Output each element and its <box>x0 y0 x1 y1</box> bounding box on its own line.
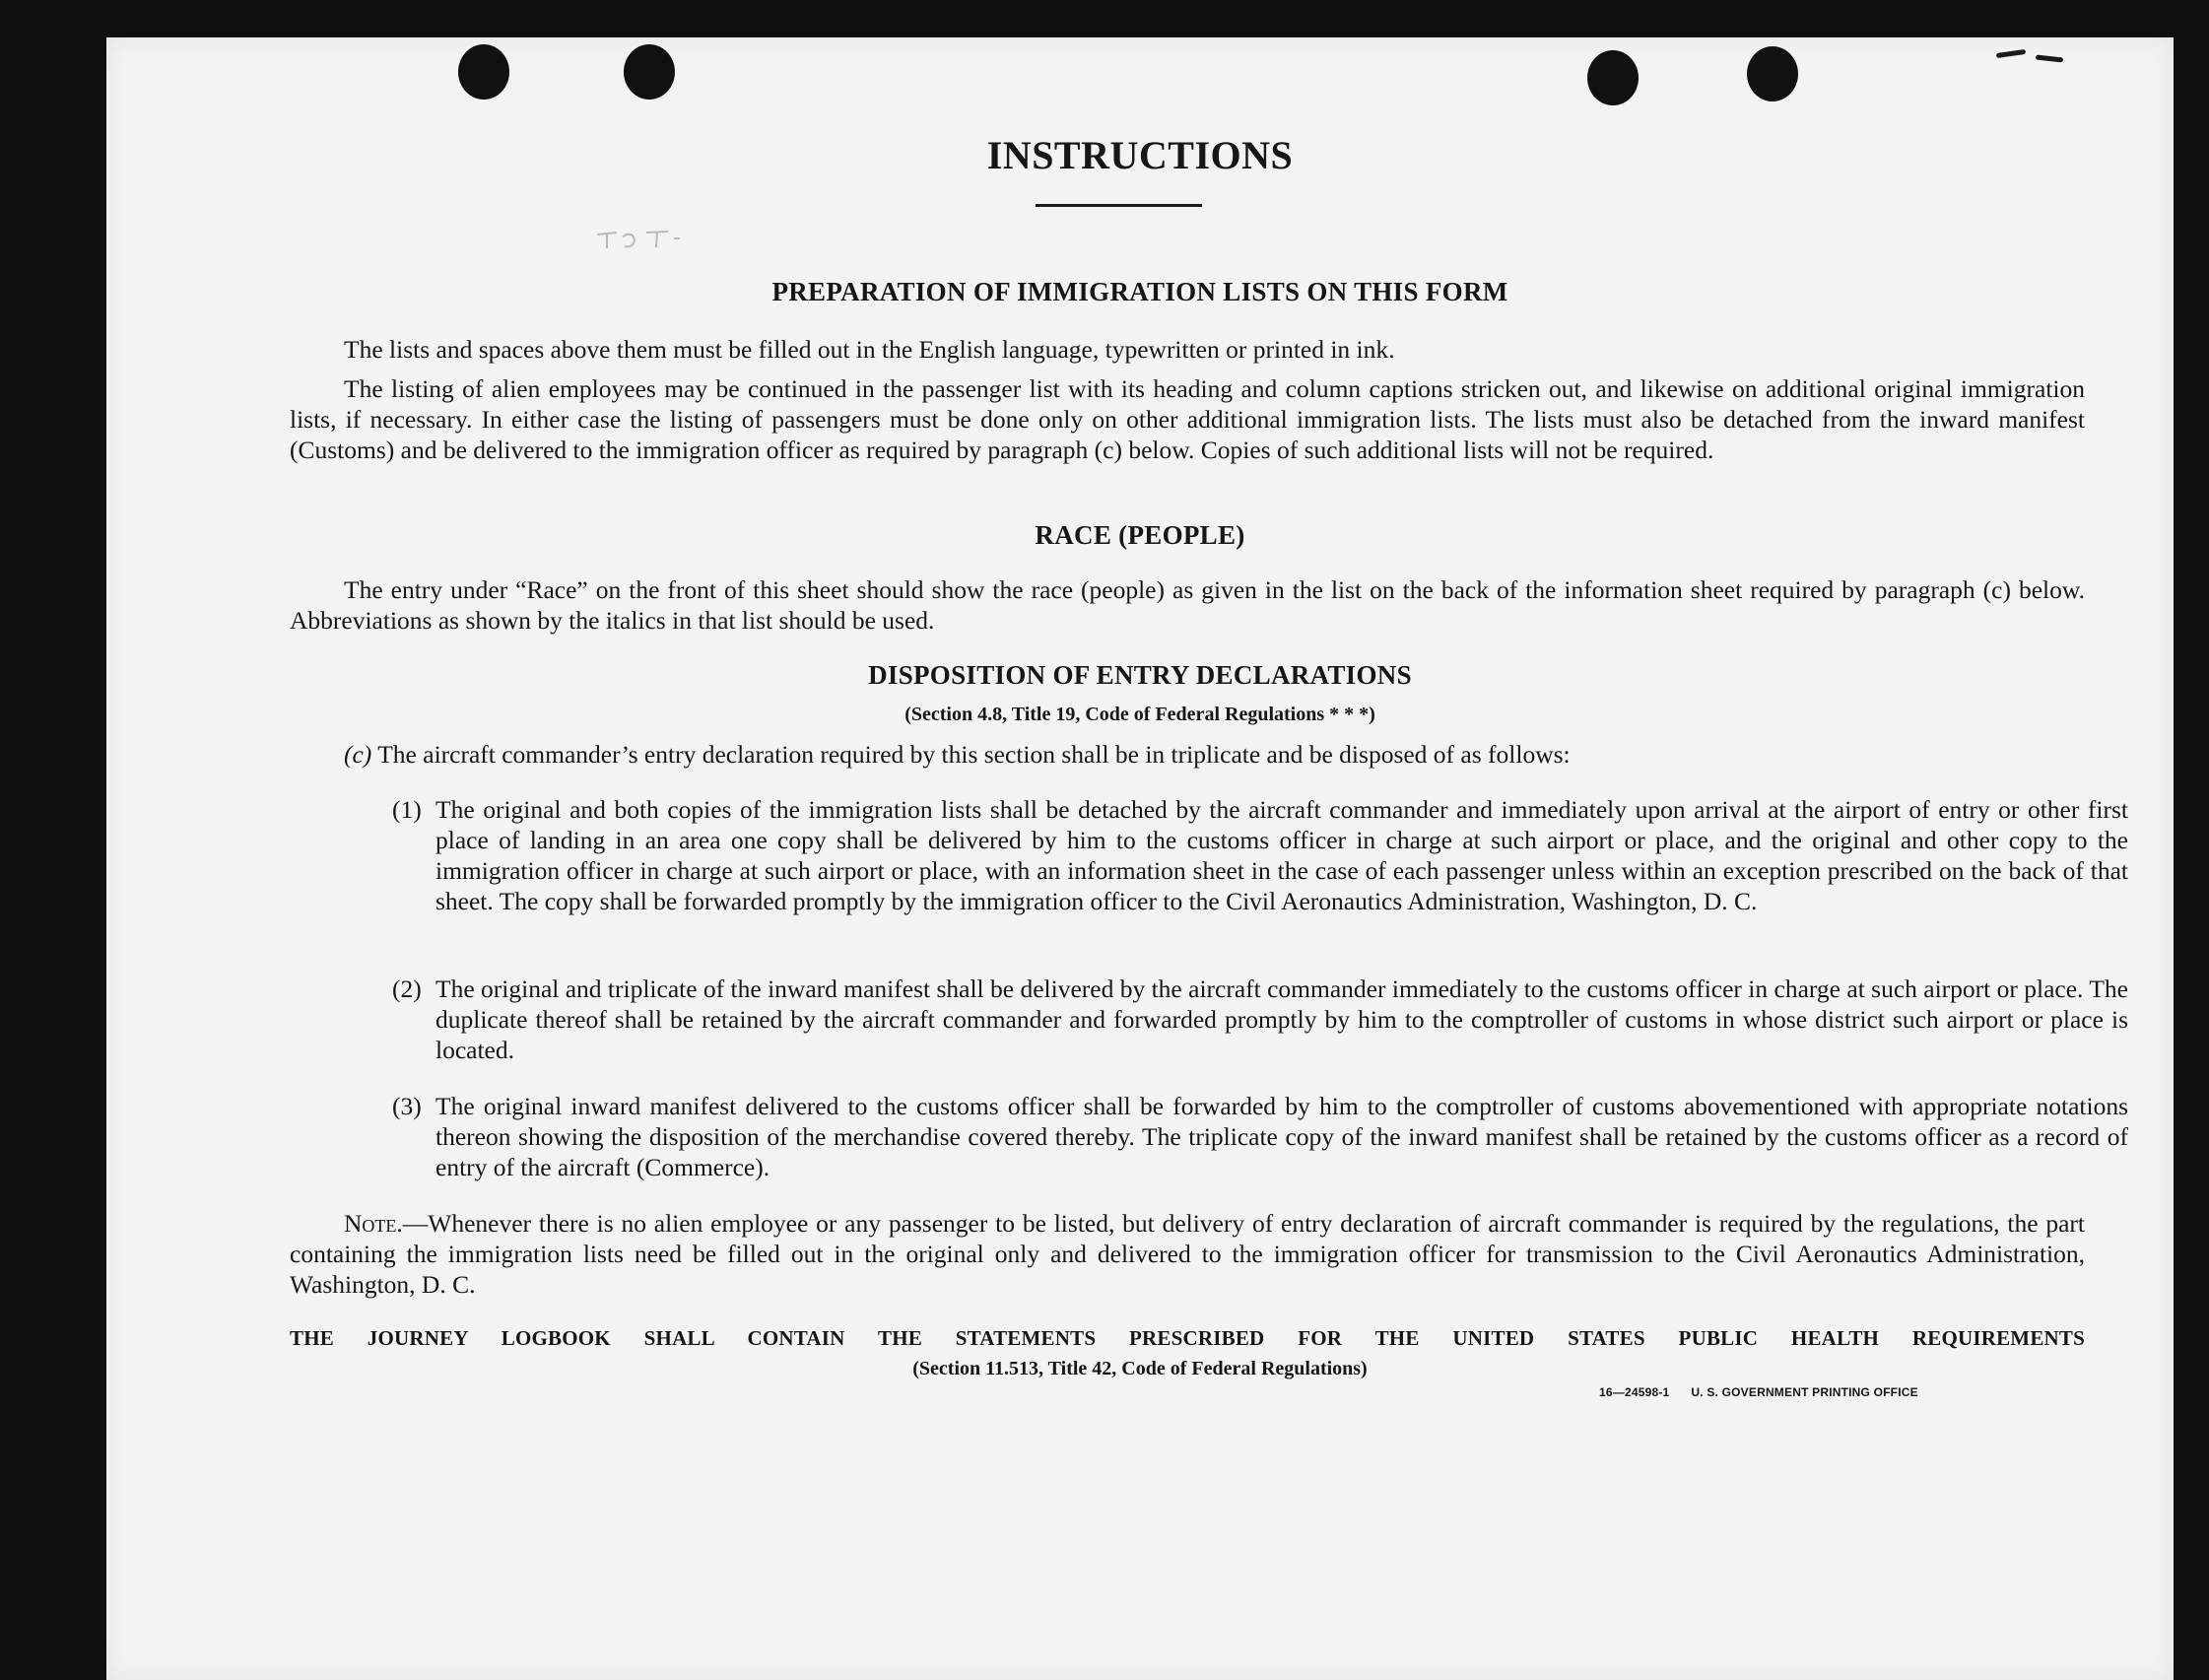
logbook-subheading: (Section 11.513, Title 42, Code of Federal Regulations) <box>912 1358 1368 1379</box>
printer-name: U. S. GOVERNMENT PRINTING OFFICE <box>1691 1385 1918 1399</box>
instructions-document <box>106 37 2174 1680</box>
preparation-paragraph-1: The lists and spaces above them must be filled out in the English language, typewritten or printed in ink. <box>344 335 1395 364</box>
disposition-subheading: (Section 4.8, Title 19, Code of Federal Regulations * * *) <box>904 704 1375 725</box>
form-number: 16—24598-1 <box>1599 1385 1670 1399</box>
item-number: (2) <box>392 974 422 1003</box>
paper-sheet <box>106 37 2174 1680</box>
item-text: The original and triplicate of the inward manifest shall be delivered by the aircraft commander immediately to the customs officer in charge at such airport or place. The duplicate thereof shall be retained by the aircraft commander and forwarded promptly by him to the comptroller of customs in whose district such airport or place is located. <box>435 974 2128 1064</box>
printer-imprint <box>1599 1385 1940 1399</box>
item-number: (3) <box>392 1092 422 1120</box>
lead-label: (c) <box>344 740 372 769</box>
logbook-statement: THE JOURNEY LOGBOOK SHALL CONTAIN THE STATEMENTS PRESCRIBED FOR THE UNITED STATES PUBLIC HEALTH REQUIREMENTS <box>290 1326 2085 1350</box>
disposition-lead <box>344 739 2085 770</box>
title-rule <box>1036 204 1202 207</box>
item-text: The original inward manifest delivered to the customs officer shall be forwarded by him to the comptroller of customs abovementioned with appropriate notations thereon showing the disposition of the merchandise covered thereby. The triplicate copy of the inward manifest shall be retained by the customs officer as a record of entry of the aircraft (Commerce). <box>435 1092 2128 1181</box>
lead-text: The aircraft commander’s entry declaration required by this section shall be in triplicate and be disposed of as follows: <box>377 740 1571 769</box>
disposition-heading: DISPOSITION OF ENTRY DECLARATIONS <box>868 660 1412 690</box>
preparation-paragraph-2: The listing of alien employees may be continued in the passenger list with its heading and column captions stricken out, and likewise on additional original immigration lists, if necessary. In either case the listing of passengers must be done only on other additional immigration lists. The lists must also be detached from the inward manifest (Customs) and be delivered to the immigration officer as required by paragraph (c) below. Copies of such additional lists will not be required. <box>290 374 2085 464</box>
note-label: Note. <box>344 1209 403 1238</box>
note-paragraph <box>290 1208 2085 1300</box>
race-heading: RACE (PEOPLE) <box>1035 520 1245 550</box>
list-item <box>392 794 2128 916</box>
list-item <box>392 1091 2128 1182</box>
list-item <box>392 974 2128 1065</box>
race-paragraph: The entry under “Race” on the front of this sheet should show the race (people) as given in the list on the back of the information sheet required by paragraph (c) below. Abbreviations as shown by the italics in that list should be used. <box>290 575 2085 635</box>
item-number: (1) <box>392 795 422 824</box>
page-title: INSTRUCTIONS <box>986 133 1294 177</box>
item-text: The original and both copies of the immigration lists shall be detached by the aircraft commander and immediately upon arrival at the airport of entry or other first place of landing in an area one copy shall be delivered by him to the customs officer in charge at such airport or place, and the original and other copy to the immigration officer in charge at such airport or place, with an information sheet in the case of each passenger unless within an exception prescribed on the back of that sheet. The copy shall be forwarded promptly by the immigration officer to the Civil Aeronautics Administration, Washington, D. C. <box>435 795 2128 915</box>
preparation-heading: PREPARATION OF IMMIGRATION LISTS ON THIS FORM <box>771 277 1508 306</box>
note-text: —Whenever there is no alien employee or any passenger to be listed, but delivery of entry declaration of aircraft commander is required by the regulations, the part containing the immigration lists need be filled out in the original only and delivered to the immigration officer for transmission to the Civil Aeronautics Administration, Washington, D. C. <box>290 1209 2085 1299</box>
